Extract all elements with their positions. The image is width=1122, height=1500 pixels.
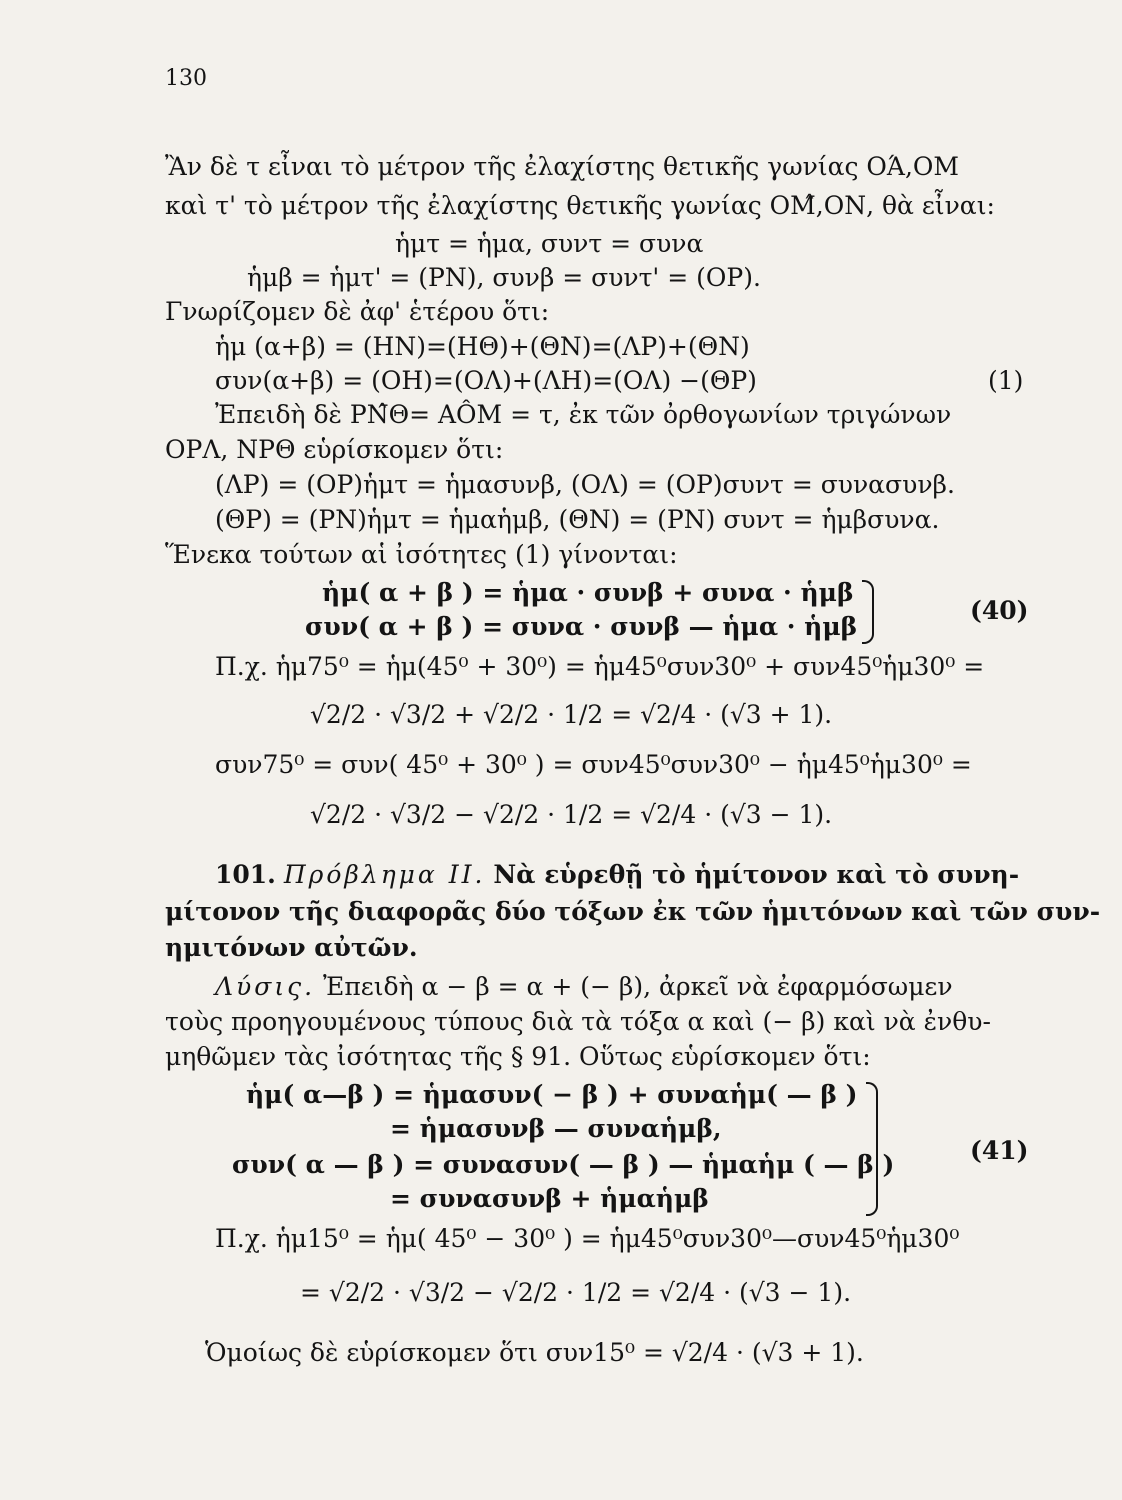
equation-line: ἡμτ = ἡμα, συντ = συνα: [395, 229, 704, 258]
example-line: συν75⁰ = συν( 45⁰ + 30⁰ ) = συν45⁰συν30⁰ − ἡμ45⁰ἡμ30⁰ =: [215, 750, 972, 779]
page-number: 130: [165, 66, 207, 91]
solution-line: [215, 972, 953, 1002]
section-label: Πρόβλημα ΙΙ.: [283, 860, 486, 889]
text-line: καὶ τ' τὸ μέτρον τῆς ἐλαχίστης θετικῆς γωνίας ΟΜ̂,ΟΝ, θὰ εἶναι:: [165, 191, 995, 220]
formula-41-line: ἡμ( α—β ) = ἡμασυν( − β ) + συναἡμ( — β ): [246, 1080, 858, 1109]
equation-line: (ΛΡ) = (ΟΡ)ἡμτ = ἡμασυνβ, (ΟΛ) = (ΟΡ)συντ = συνασυνβ.: [215, 470, 955, 499]
formula-41-line: = συνασυνβ + ἡμαἡμβ: [390, 1184, 709, 1213]
equation-number-40: (40): [970, 596, 1029, 625]
equation-line: (ΘΡ) = (ΡΝ)ἡμτ = ἡμαἡμβ, (ΘΝ) = (ΡΝ) συντ = ἡμβσυνα.: [215, 505, 940, 534]
equation-number-41: (41): [970, 1136, 1029, 1165]
equation-line: ἡμ (α+β) = (ΗΝ)=(ΗΘ)+(ΘΝ)=(ΛΡ)+(ΘΝ): [215, 332, 750, 361]
example-line: Π.χ. ἡμ15⁰ = ἡμ( 45⁰ − 30⁰ ) = ἡμ45⁰συν30⁰—συν45⁰ἡμ30⁰: [215, 1224, 960, 1253]
text-line: ΟΡΛ, ΝΡΘ εὑρίσκομεν ὅτι:: [165, 435, 504, 464]
example-fraction-line: = √2/2 · √3/2 − √2/2 · 1/2 = √2/4 · (√3 − 1).: [300, 1278, 852, 1307]
text-line: Ἂν δὲ τ εἶναι τὸ μέτρον τῆς ἐλαχίστης θετικῆς γωνίας ΟΆ,ΟΜ: [165, 152, 959, 181]
equation-number: (1): [988, 366, 1024, 395]
example-line: Π.χ. ἡμ75⁰ = ἡμ(45⁰ + 30⁰) = ἡμ45⁰συν30⁰ + συν45⁰ἡμ30⁰ =: [215, 652, 985, 681]
example-fraction-line: √2/2 · √3/2 − √2/2 · 1/2 = √2/4 · (√3 − 1).: [310, 800, 833, 829]
text-line: τοὺς προηγουμένους τύπους διὰ τὰ τόξα α καὶ (− β) καὶ νὰ ἐνθυ-: [165, 1007, 991, 1036]
formula-40-cos: συν( α + β ) = συνα · συνβ — ἡμα · ἡμβ: [305, 612, 858, 641]
solution-label: Λύσις.: [215, 972, 316, 1001]
formula-41-line: συν( α — β ) = συνασυν( — β ) — ἡμαἡμ ( — β ): [232, 1150, 895, 1179]
text-line: Ὁμοίως δὲ εὑρίσκομεν ὅτι συν15⁰ = √2/4 · (√3 + 1).: [205, 1338, 864, 1367]
equation-line: ἡμβ = ἡμτ' = (ΡΝ), συνβ = συντ' = (ΟΡ).: [247, 263, 761, 292]
right-brace: [862, 580, 874, 644]
text-line: Ἕνεκα τούτων αἱ ἰσότητες (1) γίνονται:: [165, 540, 678, 569]
solution-text: Ἐπειδὴ α − β = α + (− β), ἀρκεῖ νὰ ἐφαρμόσωμεν: [323, 972, 953, 1001]
formula-41-line: = ἡμασυνβ — συναἡμβ,: [390, 1114, 722, 1143]
section-title-line: ημιτόνων αὐτῶν.: [165, 933, 418, 962]
section-heading: [215, 860, 1019, 890]
text-line: Γνωρίζομεν δὲ ἀφ' ἑτέρου ὅτι:: [165, 297, 550, 326]
text-line: μηθῶμεν τὰς ἰσότητας τῆς § 91. Οὕτως εὑρίσκομεν ὅτι:: [165, 1042, 871, 1071]
section-title-line: μίτονον τῆς διαφορᾶς δύο τόξων ἐκ τῶν ἡμιτόνων καὶ τῶν συν-: [165, 897, 1101, 926]
section-number: 101.: [215, 860, 276, 889]
formula-40-sin: ἡμ( α + β ) = ἡμα · συνβ + συνα · ἡμβ: [322, 578, 854, 607]
section-title: Νὰ εὑρεθῇ τὸ ἡμίτονον καὶ τὸ συνη-: [493, 860, 1020, 889]
example-fraction-line: √2/2 · √3/2 + √2/2 · 1/2 = √2/4 · (√3 + 1).: [310, 700, 833, 729]
equation-line: συν(α+β) = (ΟΗ)=(ΟΛ)+(ΛΗ)=(ΟΛ) −(ΘΡ): [215, 366, 757, 395]
text-line: Ἐπειδὴ δὲ ΡΝ̂Θ= ΑÔΜ = τ, ἐκ τῶν ὀρθογωνίων τριγώνων: [215, 400, 952, 429]
right-brace: [866, 1082, 878, 1216]
